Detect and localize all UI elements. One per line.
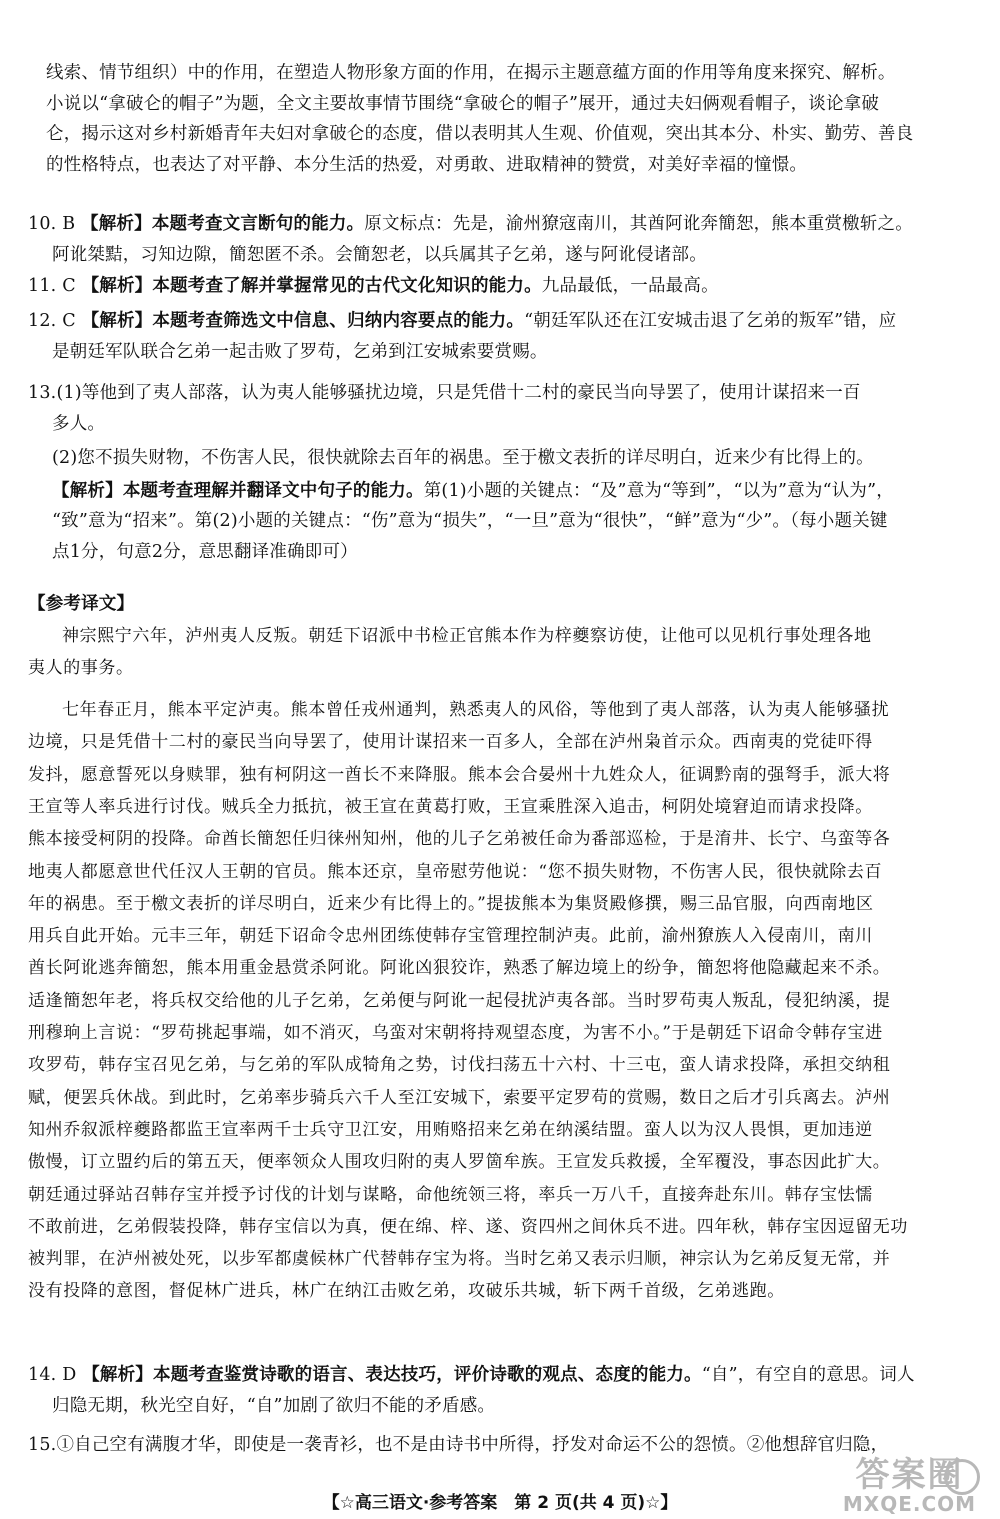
q13-line-5: “致”意为“招来”。第(2)小题的关键点：“伤”意为“损失”，“一旦”意为“很快”，“鲜”意为“少”。（每小题关键 [52,511,888,531]
q10-number: 10. B [28,214,76,234]
q13-answer-1-line-1: (1)等他到了夷人部落，认为夷人能够骚扰边境，只是凭借十二村的豪民当向导罢了，使用计谋招来一百 [56,383,861,403]
translation-line: 攻罗苟，韩存宝召见乞弟，与乞弟的军队成犄角之势，讨伐扫荡五十六村、十三屯，蛮人请求投降，承担交纳租 [28,1055,891,1076]
q10-bold-text: 本题考查文言断句的能力。 [151,214,365,234]
translation-line: 没有投降的意图，督促林广进兵，林广在纳江击败乞弟，攻破乐共城，斩下两千首级，乞弟逃跑。 [28,1281,785,1302]
q12-number: 12. C [28,311,76,331]
question-15-answer [28,1430,978,1461]
q12-analysis-tag: 【解析】 [81,311,153,331]
q14-number: 14. D [28,1365,77,1385]
q9-line-3: 仑，揭示这对乡村新婚青年夫妇对拿破仑的态度，借以表明其人生观、价值观，突出其本分、朴实、勤劳、善良 [46,124,914,144]
question-10-answer [28,209,978,270]
translation-line: 赋，便罢兵休战。到此时，乞弟率步骑兵六千人至江安城下，索要平定罗苟的赏赐，数日之后才引兵离去。泸州 [28,1087,891,1108]
q10-analysis-tag: 【解析】 [81,214,152,234]
q10-line-2: 阿讹桀黠，习知边隙，簡恕匿不杀。会簡恕老，以兵属其子乞弟，遂与阿讹侵诸部。 [52,244,707,265]
translation-line: 知州乔叙派梓夔路都监王宣率两千士兵守卫江安，用贿赂招来乞弟在纳溪结盟。蛮人以为汉人畏惧，更加违逆 [28,1119,873,1140]
watermark-circle-icon [944,1459,980,1495]
q9-line-4: 的性格特点，也表达了对平静、本分生活的热爱，对勇敢、进取精神的赞赏，对美好幸福的憧憬。 [46,154,808,175]
translation-line: 边境，只是凭借十二村的豪民当向导罢了，使用计谋招来一百多人，全部在泸州枭首示众。西南夷的党徒吓得 [28,732,873,753]
translation-p1-line-2: 夷人的事务。 [28,657,134,678]
q13-answer-2: (2)您不损失财物，不伤害人民，很快就除去百年的祸患。至于檄文表折的详尽明白，近来少有比得上的。 [52,448,874,468]
q12-bold-text: 本题考查筛选文中信息、归纳内容要点的能力。 [152,311,525,331]
watermark-url: MXQE.COM [842,1492,977,1516]
translation-paragraph-2 [28,694,978,1308]
question-12-answer [28,306,978,367]
q9-line-2: 小说以“拿破仑的帽子”为题，全文主要故事情节围绕“拿破仑的帽子”展开，通过夫妇俩观看帽子，谈论拿破 [46,93,880,114]
q9-line-1: 线索、情节组织）中的作用，在塑造人物形象方面的作用，在揭示主题意蕴方面的作用等角度来探究、解析。 [46,63,896,83]
q14-analysis-tag: 【解析】 [82,1365,154,1385]
translation-line: 傲慢，订立盟约后的第五天，便率领众人围攻归附的夷人罗箇牟族。王宣发兵救援，全军覆没，事态因此扩大。 [28,1152,891,1173]
reference-translation [28,589,978,1308]
q15-number: 15. [28,1435,57,1455]
q11-text: 九品最低，一品最高。 [541,276,719,296]
translation-line: 酋长阿讹逃奔簡恕，熊本用重金悬赏杀阿讹。阿讹凶狠狡诈，熟悉了解边境上的纷争，簡恕将他隐藏起来不杀。 [28,958,891,979]
translation-line: 地夷人都愿意世代任汉人王朝的官员。熊本还京，皇帝慰劳他说：“您不损失财物，不伤害人民，很快就除去百 [28,861,883,882]
translation-p1-line-1: 神宗熙宁六年，泸州夷人反叛。朝廷下诏派中书检正官熊本作为梓夔察访使，让他可以见机行事处理各地 [62,625,872,646]
question-11-answer [28,271,978,302]
q9-analysis-continuation [28,58,996,180]
q11-analysis-tag: 【解析】 [81,276,153,296]
translation-line: 用兵自此开始。元丰三年，朝廷下诏命令忠州团练使韩存宝管理控制泸夷。此前，渝州獠族人入侵南川，南川 [28,926,873,947]
q13-number: 13. [28,383,57,403]
question-14-answer [28,1360,978,1421]
q11-bold-text: 本题考查了解并掌握常见的古代文化知识的能力。 [152,276,542,296]
q13-answer-1-line-2: 多人。 [52,413,106,434]
q11-number: 11. C [28,276,76,296]
translation-line: 刑穆珦上言说：“罗苟挑起事端，如不消灭，乌蛮对宋朝将持观望态度，为害不小。”于是朝廷下诏命令韩存宝进 [28,1023,883,1044]
q14-line-2: 归隐无期，秋光空自好，“自”加剧了欲归不能的矛盾感。 [52,1395,496,1416]
q12-text: “朝廷军队还在江安城击退了乞弟的叛军”错，应 [524,311,897,331]
translation-line: 不敢前进，乞弟假装投降，韩存宝信以为真，便在绵、梓、遂、资四州之间休兵不进。四年秋，韩存宝因逗留无功 [28,1216,908,1237]
translation-line: 朝廷通过驿站召韩存宝并授予讨伐的计划与谋略，命他统领三将，率兵一万八千，直接奔赴东川。韩存宝怯懦 [28,1184,873,1205]
q15-text: ①自己空有满腹才华，即使是一袭青衫，也不是由诗书中所得，抒发对命运不公的怨愤。②他想辞官归隐， [56,1435,889,1455]
question-13-answer [28,378,978,567]
page-footer: 【☆高三语文·参考答案 第 2 页(共 4 页)☆】 [322,1493,678,1513]
q13-analysis-tag: 【解析】 [52,480,123,501]
translation-paragraph-1 [28,620,978,685]
q12-line-2: 是朝廷军队联合乞弟一起击败了罗苟，乞弟到江安城索要赏赐。 [52,341,548,362]
q14-text: “自”，有空自的意思。词人 [701,1365,915,1385]
q10-text: 原文标点：先是，渝州獠寇南川，其酋阿讹奔簡恕，熊本重赏檄斩之。 [364,214,913,234]
q13-line-6: 点1分，句意2分，意思翻译准确即可） [52,541,358,562]
translation-title: 【参考译文】 [28,594,135,614]
q14-bold-text: 本题考查鉴赏诗歌的语言、表达技巧，评价诗歌的观点、态度的能力。 [153,1365,702,1385]
watermark-title: 答案圈 [855,1455,964,1495]
translation-line: 王宣等人率兵进行讨伐。贼兵全力抵抗，被王宣在黄葛打败，王宣乘胜深入追击，柯阴处境窘迫而请求投降。 [28,796,873,817]
translation-line: 年的祸患。至于檄文表折的详尽明白，近来少有比得上的。”提拔熊本为集贤殿修撰，赐三品官服，向西南地区 [28,893,874,914]
translation-line: 熊本接受柯阴的投降。命酋长簡恕任归徕州知州，他的儿子乞弟被任命为番部巡检，于是淯井、长宁、乌蛮等各 [28,829,891,850]
translation-line: 七年春正月，熊本平定泸夷。熊本曾任戎州通判，熟悉夷人的风俗，等他到了夷人部落，认为夷人能够骚扰 [62,700,890,721]
watermark-logo [837,1457,982,1519]
translation-line: 被判罪，在泸州被处死，以步军都虞候林广代替韩存宝为将。当时乞弟又表示归顺，神宗认为乞弟反复无常，并 [28,1249,891,1270]
translation-line: 发抖，愿意誓死以身赎罪，独有柯阴这一酋长不来降服。熊本会合晏州十九姓众人，征调黔南的强弩手，派大将 [28,764,891,785]
q13-text: 第(1)小题的关键点：“及”意为“等到”，“以为”意为“认为”， [423,480,894,501]
translation-line: 适逢簡恕年老，将兵权交给他的儿子乞弟，乞弟便与阿讹一起侵扰泸夷各部。当时罗苟夷人叛乱，侵犯纳溪，提 [28,990,891,1011]
q13-bold-text: 本题考查理解并翻译文中句子的能力。 [122,480,424,501]
